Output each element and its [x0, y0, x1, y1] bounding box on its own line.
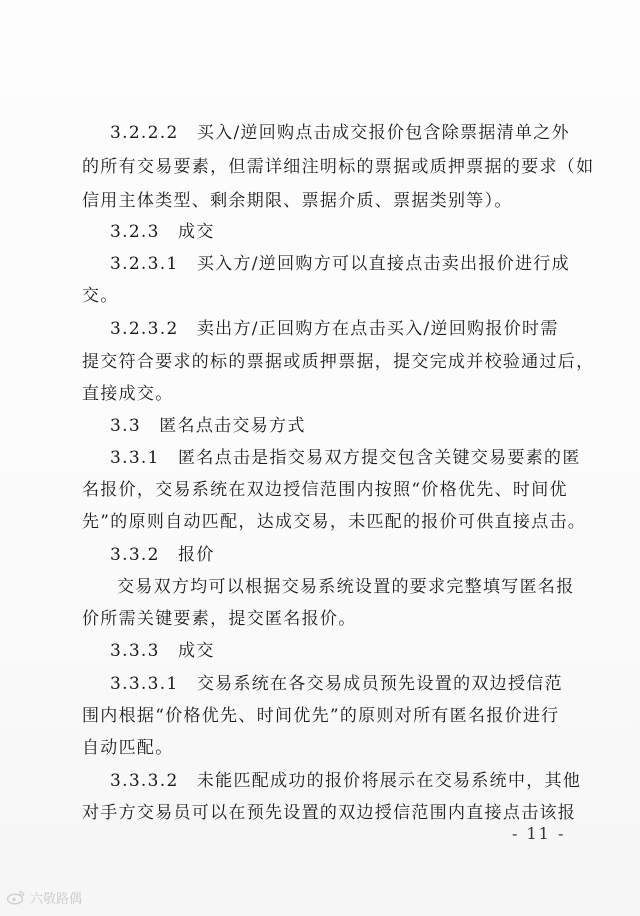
text-line: 提交符合要求的标的票据或质押票据，提交完成并校验通过后，	[82, 352, 595, 372]
text-line: 3.3.3.1 交易系统在各交易成员预先设置的双边授信范	[110, 674, 563, 694]
section-heading: 3.3 匿名点击交易方式	[110, 416, 306, 436]
text-line: 3.2.3.2 卖出方/正回购方在点击买入/逆回购报价时需	[110, 319, 559, 339]
watermark-text: 六敬路偶	[30, 891, 83, 907]
text-line: 交。	[82, 286, 119, 306]
text-line: 对手方交易员可以在预先设置的双边授信范围内直接点击该报	[82, 803, 577, 823]
text-line: 的所有交易要素，但需详细注明标的票据或质押票据的要求（如	[82, 157, 595, 177]
weibo-icon	[6, 889, 26, 905]
text-line: 3.2.2.2 买入/逆回购点击成交报价包含除票据清单之外	[110, 123, 570, 143]
text-line: 3.2.3.1 买入方/逆回购方可以直接点击卖出报价进行成	[110, 254, 570, 274]
text-line: 交易双方均可以根据交易系统设置的要求完整填写匿名报	[117, 577, 575, 597]
watermark	[6, 885, 82, 909]
text-line: 价所需关键要素，提交匿名报价。	[82, 609, 357, 629]
page-number: - 11 -	[512, 824, 566, 843]
text-line: 先”的原则自动匹配，达成交易，未匹配的报价可供直接点击。	[82, 512, 587, 532]
text-line: 围内根据“价格优先、时间优先”的原则对所有匿名报价进行	[82, 706, 560, 726]
section-heading: 3.2.3 成交	[110, 222, 215, 242]
text-line: 自动匹配。	[82, 738, 174, 758]
text-line: 信用主体类型、剩余期限、票据介质、票据类别等）。	[82, 191, 513, 211]
text-line: 直接成交。	[82, 384, 174, 404]
text-line: 名报价，交易系统在双边授信范围内按照“价格优先、时间优	[82, 480, 568, 500]
section-heading: 3.3.2 报价	[110, 545, 215, 565]
section-heading: 3.3.3 成交	[110, 641, 215, 661]
text-line: 3.3.3.2 未能匹配成功的报价将展示在交易系统中，其他	[110, 771, 582, 791]
text-line: 3.3.1 匿名点击是指交易双方提交包含关键交易要素的匿	[110, 448, 581, 468]
